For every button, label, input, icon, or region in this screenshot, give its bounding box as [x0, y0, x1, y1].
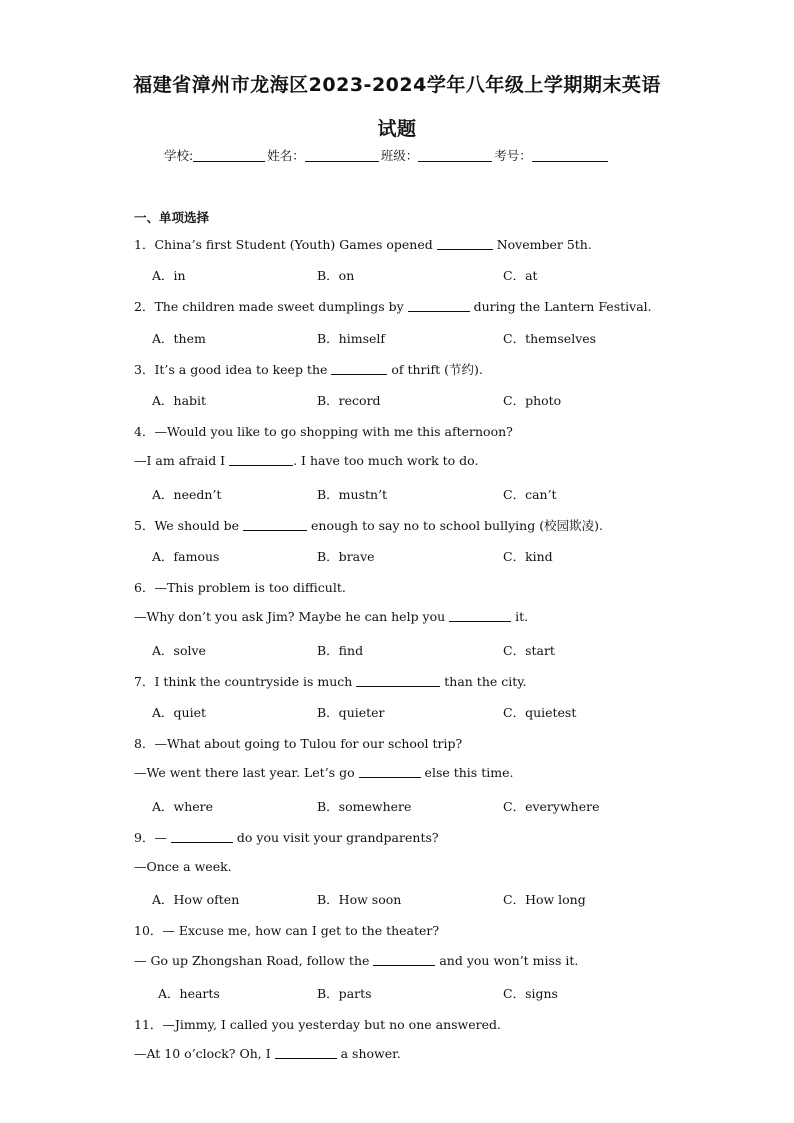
- question-10-reply: [134, 953, 578, 968]
- option-c: C．can’t: [503, 487, 557, 502]
- question-7: [134, 672, 527, 690]
- question-text: do you visit your grandparents?: [232, 830, 439, 845]
- exam-title-line1: 福建省漳州市龙海区2023-2024学年八年级上学期期末英语: [133, 74, 661, 96]
- answer-blank: [243, 518, 307, 531]
- section-title: 一、单项选择: [134, 210, 210, 225]
- question-text: 10．— Excuse me, how can I get to the theater?: [134, 923, 440, 938]
- question-text: 6．—This problem is too difficult.: [134, 580, 346, 595]
- question-text: —Once a week.: [134, 859, 232, 874]
- question-10: [134, 921, 439, 939]
- question-text: —We went there last year. Let’s go: [134, 765, 359, 780]
- question-text: 3．It’s a good idea to keep the: [134, 362, 332, 377]
- question-9: [134, 828, 439, 846]
- question-text: —At 10 o’clock? Oh, I: [134, 1046, 275, 1061]
- student-info-row: [164, 146, 610, 164]
- question-text: —Why don’t you ask Jim? Maybe he can help you: [134, 609, 450, 624]
- question-text: 9．—: [134, 830, 171, 845]
- class-label: 班级：: [380, 148, 419, 163]
- question-4-reply: [134, 453, 478, 468]
- option-c: C．themselves: [503, 331, 597, 346]
- option-b: B．How soon: [317, 892, 402, 907]
- answer-blank: [437, 237, 493, 250]
- question-text: it.: [511, 609, 529, 624]
- answer-blank: [229, 453, 293, 466]
- question-text: else this time.: [420, 765, 514, 780]
- question-3: [134, 360, 483, 378]
- option-a: A．habit: [152, 393, 207, 408]
- option-a: A．hearts: [158, 986, 220, 1001]
- school-blank: [193, 148, 265, 162]
- number-blank: [532, 148, 608, 162]
- question-11-reply: [134, 1046, 401, 1061]
- option-c: C．at: [503, 268, 538, 283]
- option-b: B．himself: [317, 331, 386, 346]
- option-c: C．kind: [503, 549, 553, 564]
- question-1: [134, 235, 592, 253]
- question-text: November 5th.: [492, 237, 592, 252]
- answer-blank: [408, 299, 470, 312]
- question-2: [134, 297, 652, 315]
- option-b: B．find: [317, 643, 364, 658]
- school-label: 学校:: [164, 148, 194, 163]
- option-c: C．photo: [503, 393, 562, 408]
- question-text: and you won’t miss it.: [435, 953, 579, 968]
- option-a: A．needn’t: [152, 487, 222, 502]
- name-label: 姓名：: [267, 148, 305, 163]
- question-text: enough to say no to school bullying (校园欺凌).: [307, 518, 603, 533]
- option-b: B．somewhere: [317, 799, 412, 814]
- question-text: 4．—Would you like to go shopping with me this afternoon?: [134, 424, 513, 439]
- option-b: B．record: [317, 393, 381, 408]
- answer-blank: [275, 1046, 337, 1059]
- option-a: A．quiet: [152, 705, 206, 720]
- option-a: A．solve: [152, 643, 206, 658]
- answer-blank: [171, 830, 233, 843]
- option-a: A．How often: [152, 892, 240, 907]
- question-6-reply: [134, 609, 528, 624]
- option-c: C．How long: [503, 892, 586, 907]
- question-text: —I am afraid I: [134, 453, 230, 468]
- answer-blank: [449, 609, 511, 622]
- question-text: during the Lantern Festival.: [469, 299, 652, 314]
- question-5: [134, 516, 603, 534]
- class-blank: [418, 148, 492, 162]
- question-text: 7．I think the countryside is much: [134, 674, 357, 689]
- question-text: . I have too much work to do.: [293, 453, 479, 468]
- option-a: A．in: [152, 268, 186, 283]
- option-c: C．quietest: [503, 705, 577, 720]
- question-text: 8．—What about going to Tulou for our school trip?: [134, 736, 463, 751]
- number-label: 考号：: [494, 148, 532, 163]
- question-text: 1．China’s first Student (Youth) Games opened: [134, 237, 437, 252]
- question-11: [134, 1015, 501, 1033]
- option-a: A．famous: [152, 549, 220, 564]
- answer-blank: [356, 674, 440, 687]
- question-8-reply: [134, 765, 513, 780]
- option-c: C．signs: [503, 986, 558, 1001]
- question-text: of thrift (节约).: [387, 362, 483, 377]
- option-b: B．parts: [317, 986, 372, 1001]
- question-text: 5．We should be: [134, 518, 244, 533]
- question-text: 2．The children made sweet dumplings by: [134, 299, 408, 314]
- option-b: B．quieter: [317, 705, 385, 720]
- option-b: B．on: [317, 268, 355, 283]
- exam-title-line2: 试题: [377, 118, 417, 140]
- question-text: than the city.: [440, 674, 527, 689]
- question-4: [134, 422, 513, 440]
- question-text: a shower.: [336, 1046, 401, 1061]
- option-c: C．start: [503, 643, 555, 658]
- question-text: — Go up Zhongshan Road, follow the: [134, 953, 374, 968]
- question-6: [134, 578, 346, 596]
- name-blank: [305, 148, 379, 162]
- option-a: A．them: [152, 331, 206, 346]
- option-b: B．brave: [317, 549, 375, 564]
- question-text: 11．—Jimmy, I called you yesterday but no one answered.: [134, 1017, 501, 1032]
- option-c: C．everywhere: [503, 799, 600, 814]
- option-a: A．where: [152, 799, 214, 814]
- answer-blank: [331, 362, 387, 375]
- answer-blank: [373, 953, 435, 966]
- answer-blank: [359, 765, 421, 778]
- question-8: [134, 734, 462, 752]
- option-b: B．mustn’t: [317, 487, 388, 502]
- question-9-reply: [134, 859, 232, 874]
